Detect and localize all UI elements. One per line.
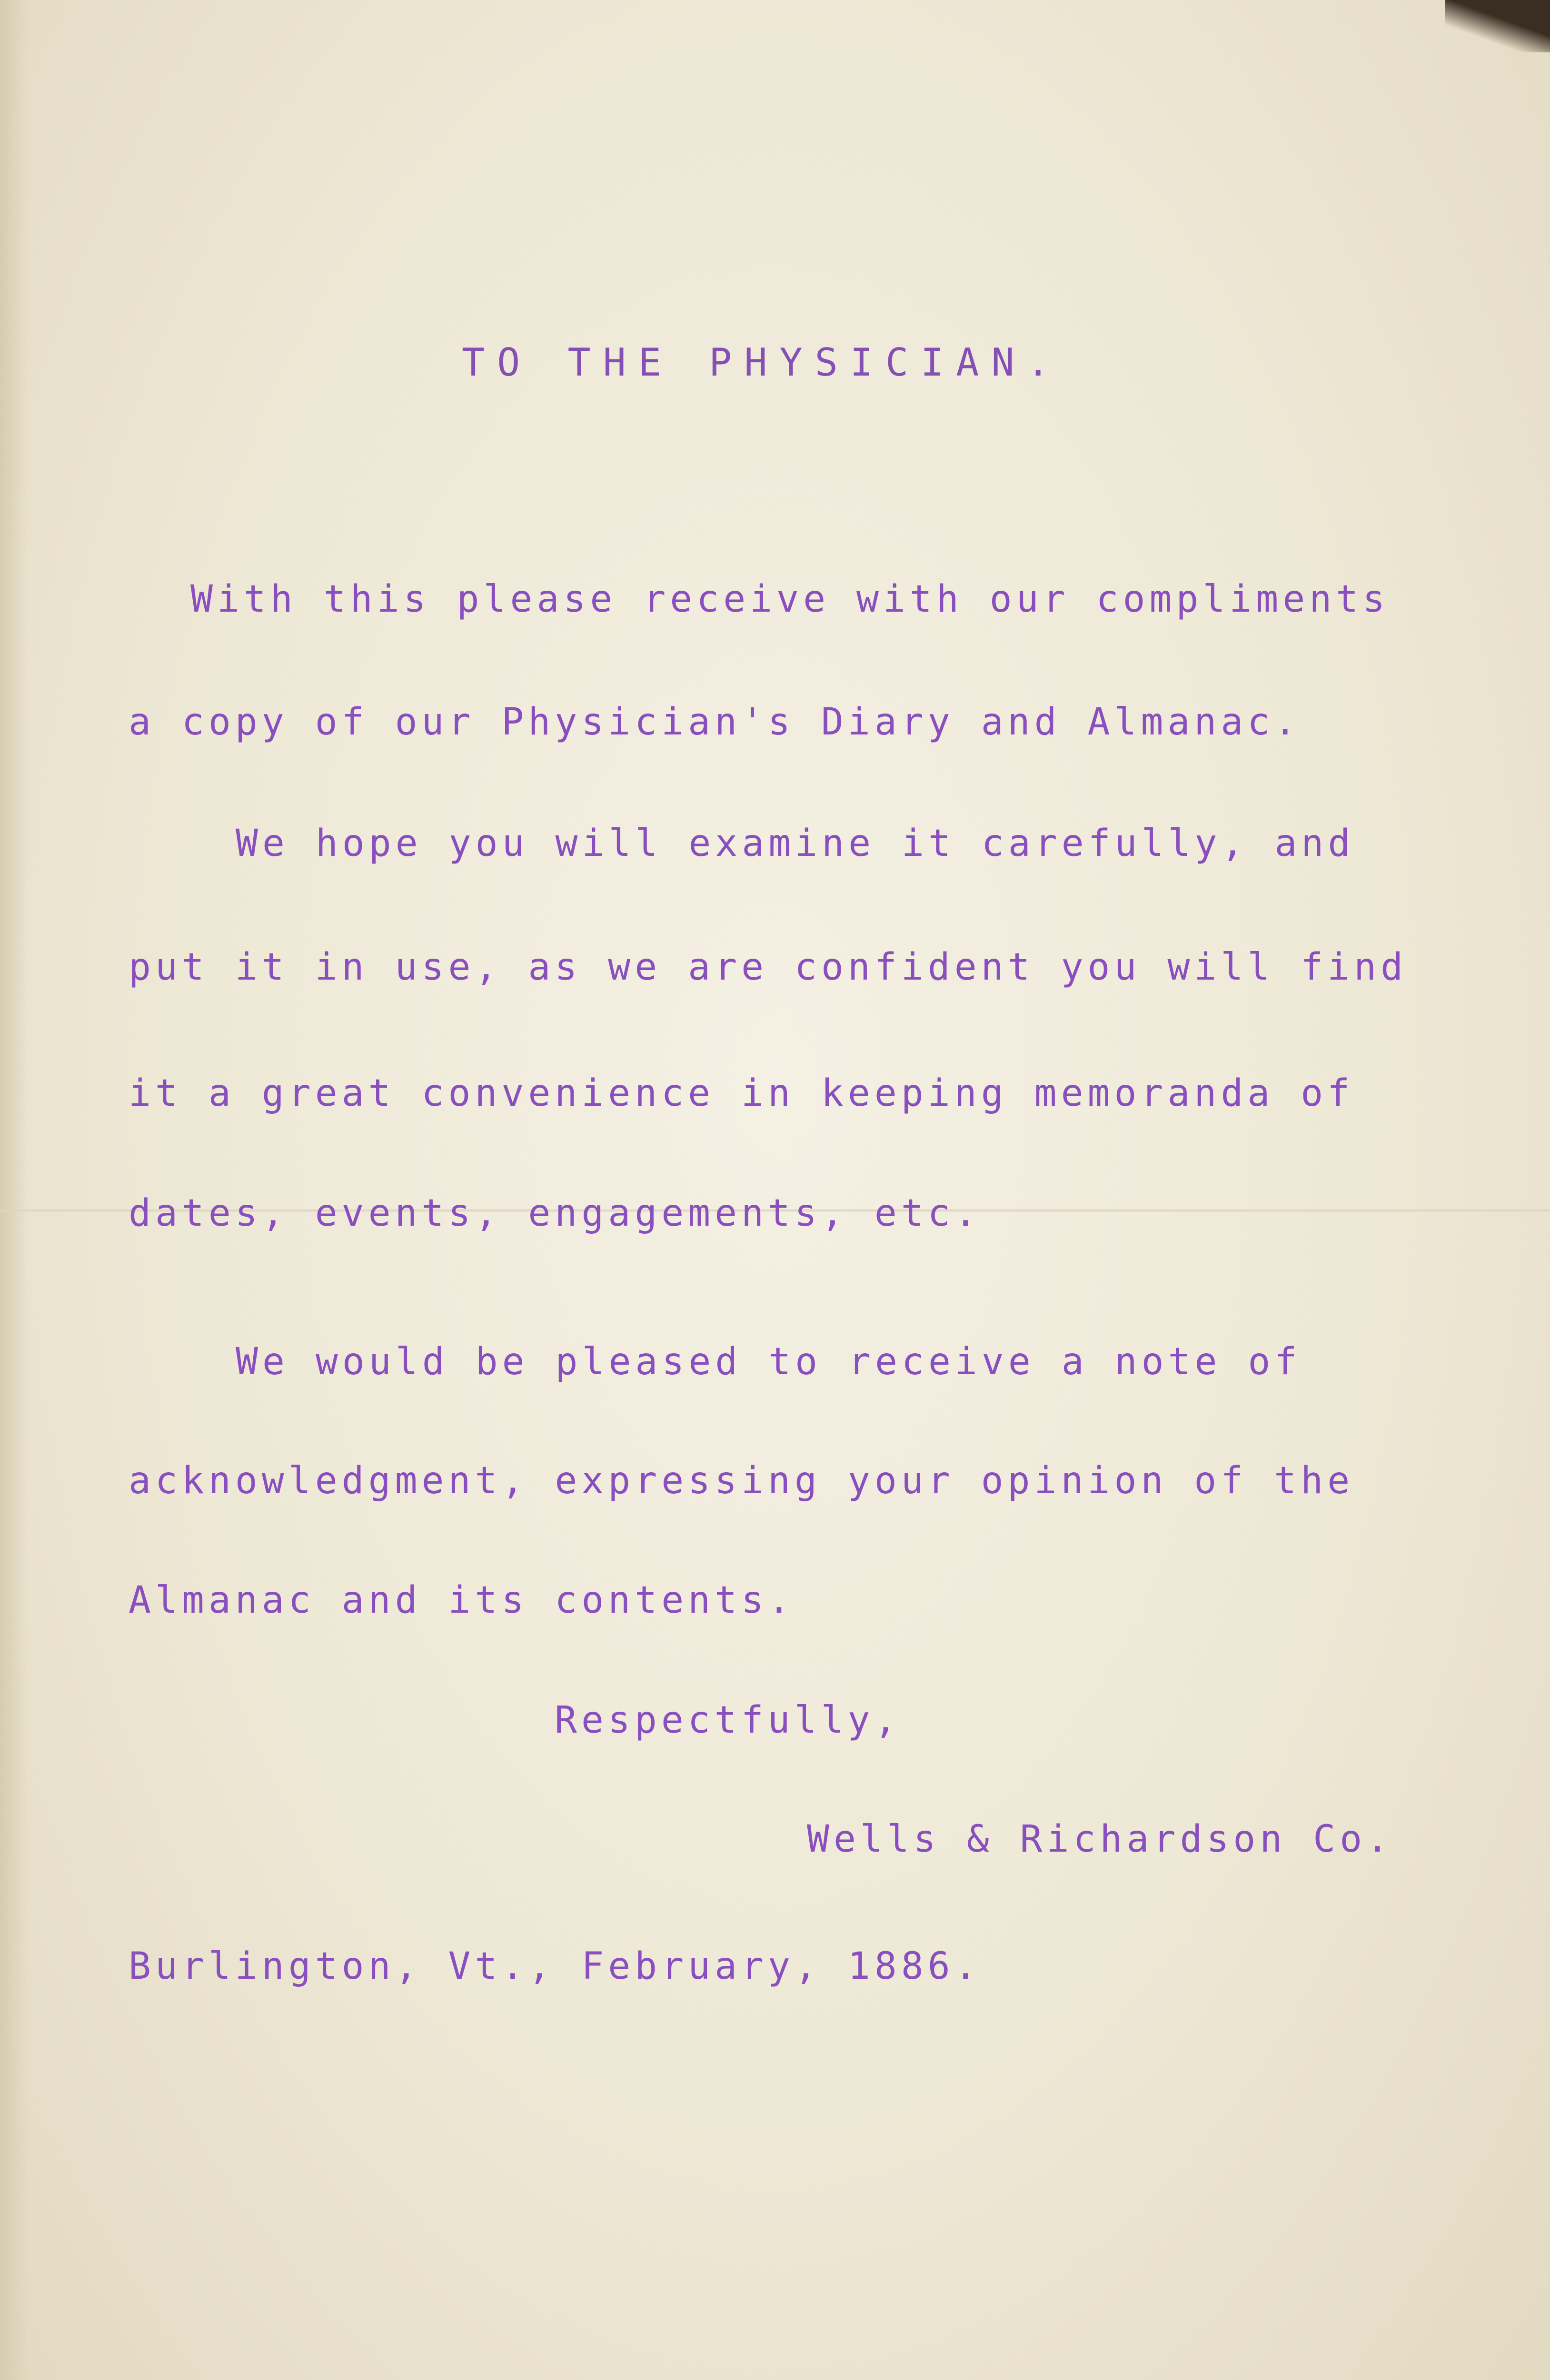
closing: Respectfully, xyxy=(555,1699,901,1742)
body-line-5: it a great convenience in keeping memoranda of xyxy=(129,1072,1354,1115)
body-line-8: acknowledgment, expressing your opinion of the xyxy=(129,1459,1354,1502)
body-line-3: We hope you will examine it carefully, and xyxy=(236,822,1355,865)
dateline: Burlington, Vt., February, 1886. xyxy=(129,1945,981,1988)
body-line-6: dates, events, engagements, etc. xyxy=(129,1192,981,1235)
body-line-1: With this please receive with our compliments xyxy=(190,578,1390,621)
signature: Wells & Richardson Co. xyxy=(807,1818,1393,1861)
body-line-4: put it in use, as we are confident you will find xyxy=(129,946,1408,989)
body-line-9: Almanac and its contents. xyxy=(129,1579,795,1622)
body-line-7: We would be pleased to receive a note of xyxy=(236,1340,1302,1383)
torn-corner xyxy=(1445,0,1550,52)
paper-edge-shadow xyxy=(0,0,29,2380)
letter-title: TO THE PHYSICIAN. xyxy=(462,340,1062,385)
body-line-2: a copy of our Physician's Diary and Almanac. xyxy=(129,701,1301,744)
